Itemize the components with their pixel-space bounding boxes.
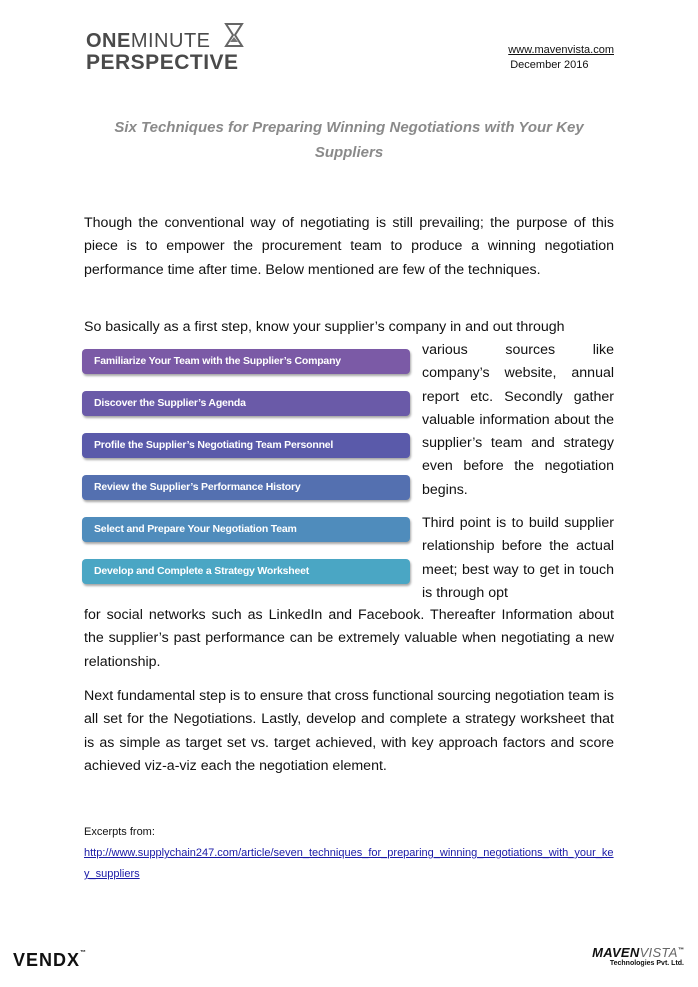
paragraph-third-point-wrap: for social networks such as LinkedIn and Facebook. Thereafter Information about the supplier’s past performance can be extremely valuable when negotiating a new relationship.: [84, 607, 614, 670]
one-minute-perspective-logo: [86, 24, 256, 76]
vendx-logo: VENDX™: [13, 950, 88, 970]
paragraph-intro: Though the conventional way of negotiating is still prevailing; the purpose of this piece is to empower the procurement team to produce a winning negotiation performance time after time. Below mentioned are few of the techniques.: [84, 215, 614, 278]
publish-date: December 2016: [510, 59, 589, 71]
paragraph-first-step-lead: So basically as a first step, know your supplier’s company in and out through: [84, 319, 565, 335]
technique-step: Review the Supplier’s Performance History: [82, 475, 410, 500]
excerpt-link[interactable]: http://www.supplychain247.com/article/seven_techniques_for_preparing_winning_negotiations_with_your_key_suppliers: [84, 847, 614, 880]
technique-step: Discover the Supplier’s Agenda: [82, 391, 410, 416]
logo-line1: ONEMINUTE: [86, 30, 211, 52]
technique-step: Develop and Complete a Strategy Worksheet: [82, 559, 410, 584]
paragraph-first-step-wrap: various sources like company’s website, annual report etc. Secondly gather valuable information about the supplier’s team and strategy even before the negotiation begins.: [422, 342, 614, 498]
technique-step: Profile the Supplier’s Negotiating Team Personnel: [82, 433, 410, 458]
paragraph-third-point-lead: Third point is to build supplier relationship before the actual meet; best way to get in touch is through opt: [422, 515, 614, 601]
mavenvista-tagline: Technologies Pvt. Ltd.: [609, 960, 684, 967]
header-meta: [508, 43, 614, 73]
excerpt-source: [84, 822, 614, 885]
techniques-list: [82, 349, 410, 601]
hourglass-icon: [222, 20, 246, 50]
mavenvista-logo: MAVENVISTA™ Technologies Pvt. Ltd.: [592, 945, 684, 967]
technique-step: Select and Prepare Your Negotiation Team: [82, 517, 410, 542]
page-title: Six Techniques for Preparing Winning Negotiations with Your Key Suppliers: [114, 119, 584, 161]
excerpt-label: Excerpts from:: [84, 826, 155, 838]
website-link[interactable]: www.mavenvista.com: [508, 44, 614, 56]
paragraph-next-step: Next fundamental step is to ensure that cross functional sourcing negotiation team is all set for the Negotiations. Lastly, develop and complete a strategy worksheet that is as simple as target set vs. target achieved, with key approach factors and score achieved viz-a-viz each the negotiation element.: [84, 688, 614, 774]
technique-step: Familiarize Your Team with the Supplier’s Company: [82, 349, 410, 374]
logo-line2: PERSPECTIVE: [86, 51, 239, 74]
